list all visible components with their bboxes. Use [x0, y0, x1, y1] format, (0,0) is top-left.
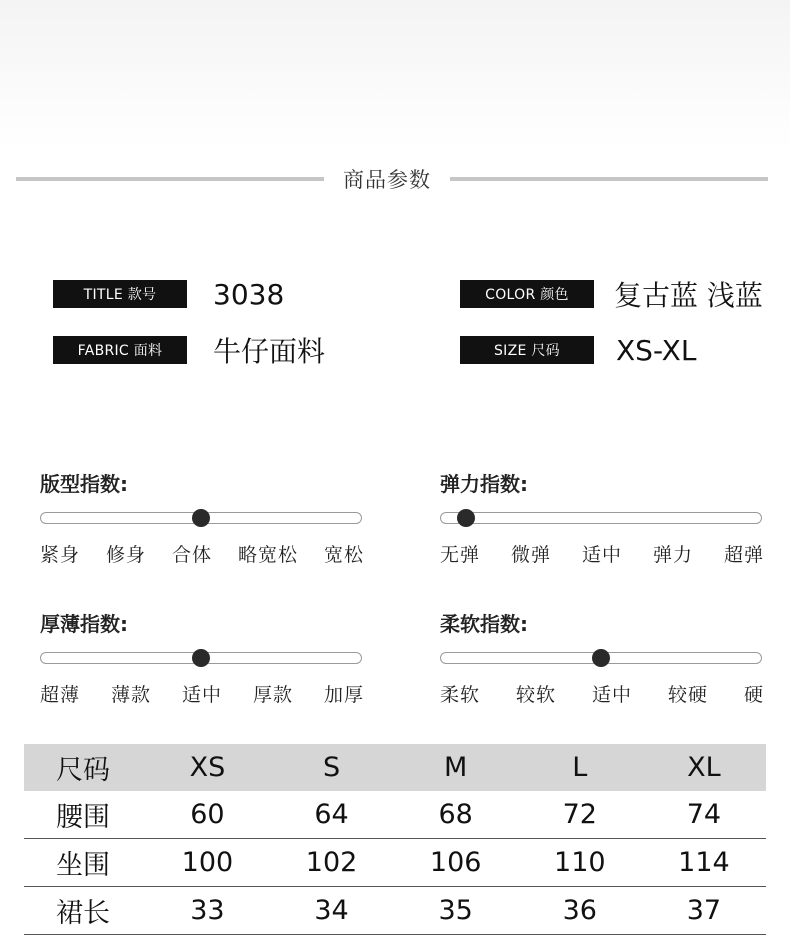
fit-index-knob	[192, 509, 210, 527]
fit-option: 紧身	[40, 544, 81, 566]
thickness-index-label: 厚薄指数:	[40, 612, 128, 636]
elastic-index-label: 弹力指数:	[440, 472, 528, 496]
color-badge: COLOR 颜色	[460, 280, 594, 308]
table-cell: 坐围	[56, 850, 110, 881]
fit-option: 合体	[171, 544, 212, 566]
table-cell: 68	[438, 799, 473, 830]
section-header	[0, 160, 790, 200]
table-cell: 102	[305, 847, 358, 878]
fit-index	[40, 468, 370, 578]
table-header-cell: XS	[189, 752, 226, 783]
fit-option: 宽松	[323, 544, 364, 566]
table-cell: 106	[429, 847, 482, 878]
table-cell: 腰围	[56, 802, 110, 833]
size-table-header	[24, 744, 766, 791]
elastic-index-knob	[457, 509, 475, 527]
softness-index	[440, 608, 770, 718]
fabric-badge: FABRIC 面料	[53, 336, 187, 364]
elastic-option: 无弹	[440, 544, 481, 566]
table-cell: 64	[314, 799, 349, 830]
table-cell: 60	[190, 799, 225, 830]
param-title	[53, 276, 284, 312]
table-cell: 114	[678, 847, 730, 878]
table-cell: 35	[438, 895, 473, 926]
param-size	[460, 332, 696, 368]
title-value: 3038	[213, 277, 285, 311]
top-background	[0, 0, 790, 150]
thickness-option: 适中	[181, 684, 222, 706]
table-cell: 72	[562, 799, 597, 830]
fabric-value: 牛仔面料	[213, 335, 326, 368]
header-divider-right	[450, 177, 768, 181]
elastic-index	[440, 468, 770, 578]
thickness-index-knob	[192, 649, 210, 667]
softness-option: 硬	[743, 684, 764, 706]
table-row	[24, 887, 766, 935]
thickness-option: 加厚	[323, 684, 364, 706]
softness-index-knob	[592, 649, 610, 667]
elastic-option: 超弹	[723, 544, 764, 566]
size-value: XS-XL	[616, 333, 697, 367]
table-row	[24, 791, 766, 839]
elastic-index-track	[440, 512, 762, 524]
table-cell: 36	[562, 895, 597, 926]
table-cell: 34	[314, 895, 349, 926]
softness-option: 适中	[591, 684, 632, 706]
elastic-option: 微弹	[510, 544, 551, 566]
table-header-cell: M	[444, 752, 468, 783]
thickness-option: 厚款	[252, 684, 293, 706]
size-badge: SIZE 尺码	[460, 336, 594, 364]
elastic-option: 适中	[581, 544, 622, 566]
title-badge: TITLE 款号	[53, 280, 187, 308]
table-cell: 37	[686, 895, 722, 926]
table-row	[24, 839, 766, 887]
softness-option: 较软	[515, 684, 556, 706]
table-cell: 裙长	[56, 898, 110, 929]
table-cell: 74	[686, 799, 722, 830]
thickness-option: 超薄	[40, 684, 81, 706]
param-fabric	[53, 332, 325, 368]
thickness-index-options	[40, 680, 364, 707]
table-cell: 100	[181, 847, 234, 878]
fit-option: 修身	[105, 544, 146, 566]
thickness-index	[40, 608, 370, 718]
softness-option: 柔软	[440, 684, 481, 706]
table-cell: 33	[190, 895, 225, 926]
section-title: 商品参数	[343, 168, 431, 192]
table-header-cell: S	[322, 752, 341, 783]
color-value: 复古蓝 浅蓝	[614, 279, 763, 312]
thickness-option: 薄款	[110, 684, 151, 706]
softness-index-options	[440, 680, 764, 707]
table-header-cell: 尺码	[56, 755, 110, 786]
table-header-cell: L	[572, 752, 588, 783]
elastic-option: 弹力	[652, 544, 693, 566]
header-divider-left	[16, 177, 324, 181]
softness-index-label: 柔软指数:	[440, 612, 528, 636]
fit-index-options	[40, 540, 364, 567]
fit-option: 略宽松	[237, 544, 298, 566]
table-header-cell: XL	[687, 752, 721, 783]
softness-option: 较硬	[667, 684, 708, 706]
fit-index-label: 版型指数:	[40, 472, 128, 496]
size-table	[24, 744, 766, 935]
elastic-index-options	[440, 540, 764, 567]
table-cell: 110	[554, 847, 606, 878]
param-color	[460, 276, 763, 312]
